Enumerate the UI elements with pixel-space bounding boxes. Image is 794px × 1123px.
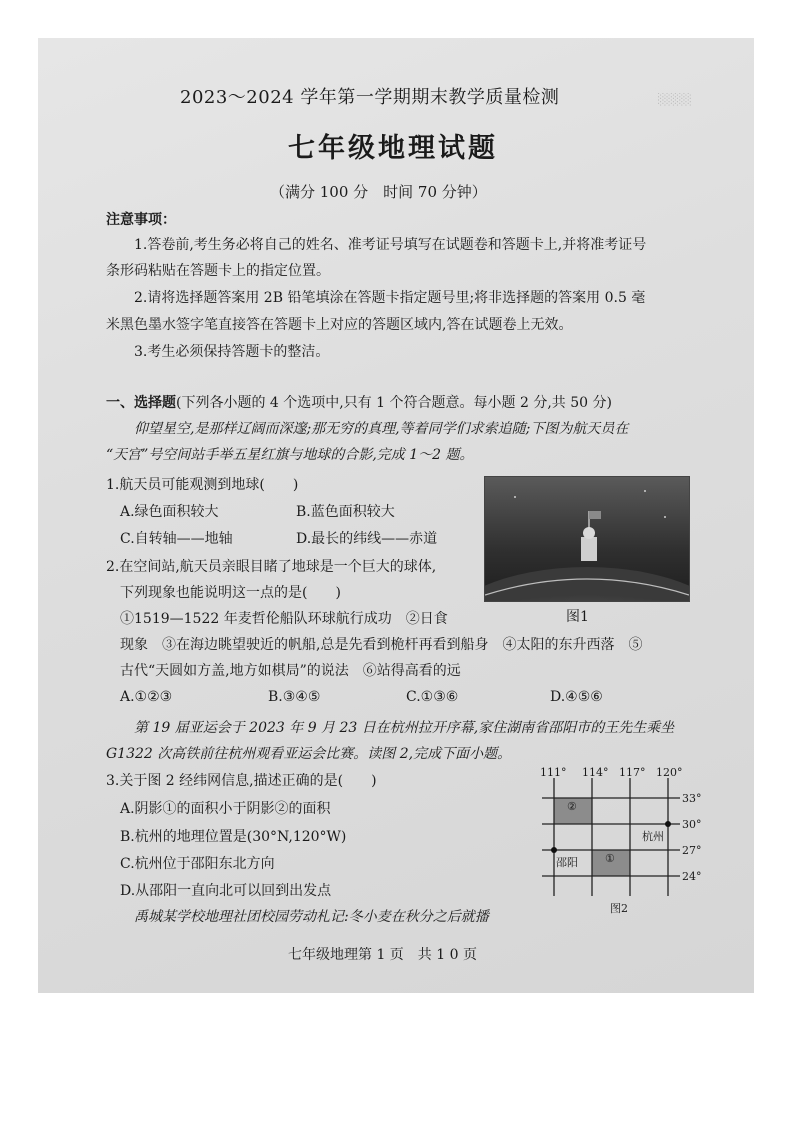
- notice-line-5: 3.考生必须保持答题卡的整洁。: [134, 344, 330, 360]
- section1-heading: [106, 392, 612, 412]
- q3-option-a: A.阴影①的面积小于阴影②的面积: [120, 801, 331, 817]
- shade-label-2: ②: [567, 800, 577, 813]
- q3-option-b: B.杭州的地理位置是(30°N,120°W): [120, 829, 347, 845]
- q2-option-d: D.④⑤⑥: [550, 689, 603, 705]
- figure2-graticule-map: [538, 766, 718, 926]
- section1-desc: (下列各小题的 4 个选项中,只有 1 个符合题意。每小题 2 分,共 50 分): [176, 395, 612, 411]
- exam-subtitle: 2023～2024 学年第一学期期末教学质量检测: [180, 87, 560, 108]
- q2-option-c: C.①③⑥: [406, 689, 459, 705]
- q1-option-a: A.绿色面积较大: [120, 504, 219, 520]
- q1-option-d: D.最长的纬线——赤道: [296, 531, 438, 547]
- passage1-line-1: 仰望星空,是那样辽阔而深邃;那无穷的真理,等着同学们求索追随;下图为航天员在: [134, 421, 629, 437]
- city-label-hangzhou: 杭州: [642, 830, 664, 843]
- q1-option-b: B.蓝色面积较大: [296, 504, 395, 520]
- lat-label-30: 30°: [682, 818, 702, 831]
- lon-label-120: 120°: [656, 766, 683, 779]
- q3-stem: 3.关于图 2 经纬网信息,描述正确的是( ): [106, 773, 377, 789]
- q2-phenomena-line-2: 现象 ③在海边眺望驶近的帆船,总是先看到桅杆再看到船身 ④太阳的东升西落 ⑤: [120, 637, 643, 653]
- q3-option-d: D.从邵阳一直向北可以回到出发点: [120, 883, 332, 899]
- earth-astronaut-illustration: [485, 477, 689, 601]
- figure2-caption: 图2: [610, 902, 628, 915]
- lat-label-27: 27°: [682, 844, 702, 857]
- notice-line-4: 米黑色墨水签字笔直接答在答题卡上对应的答题区域内,答在试题卷上无效。: [106, 317, 573, 333]
- lon-label-117: 117°: [619, 766, 646, 779]
- figure1-astronaut-photo: [484, 476, 690, 602]
- notice-line-2: 条形码粘贴在答题卡上的指定位置。: [106, 263, 330, 279]
- q3-option-c: C.杭州位于邵阳东北方向: [120, 856, 275, 872]
- passage3-line: 禹城某学校地理社团校园劳动札记:冬小麦在秋分之后就播: [134, 909, 489, 925]
- q1-stem: 1.航天员可能观测到地球( ): [106, 477, 299, 493]
- q2-option-b: B.③④⑤: [268, 689, 321, 705]
- q2-stem-line-2: 下列现象也能说明这一点的是( ): [120, 585, 341, 601]
- page-footer: 七年级地理第 1 页 共 1 0 页: [288, 947, 477, 963]
- notice-line-3: 2.请将选择题答案用 2B 铅笔填涂在答题卡指定题号里;将非选择题的答案用 0.5 毫: [134, 290, 646, 306]
- exam-title: 七年级地理试题: [288, 133, 498, 164]
- lon-label-111: 111°: [540, 766, 567, 779]
- show-through-marks: ░░░░: [658, 93, 692, 106]
- q2-option-a: A.①②③: [120, 689, 173, 705]
- passage2-line-1: 第 19 届亚运会于 2023 年 9 月 23 日在杭州拉开序幕,家住湖南省邵阳市的王先生乘坐: [134, 720, 675, 736]
- q1-option-c: C.自转轴——地轴: [120, 531, 233, 547]
- scanned-page-photo: [38, 38, 754, 993]
- figure1-caption: 图1: [566, 609, 589, 625]
- city-label-shaoyang: 邵阳: [556, 856, 578, 869]
- lon-label-114: 114°: [582, 766, 609, 779]
- lat-label-24: 24°: [682, 870, 702, 883]
- exam-page: [38, 38, 754, 993]
- q2-phenomena-line-1: ①1519—1522 年麦哲伦船队环球航行成功 ②日食: [120, 611, 448, 627]
- lat-label-33: 33°: [682, 792, 702, 805]
- section1-title: 一、选择题: [106, 395, 176, 411]
- notice-line-1: 1.答卷前,考生务必将自己的姓名、准考证号填写在试题卷和答题卡上,并将准考证号: [134, 237, 647, 253]
- notice-heading: 注意事项：: [106, 212, 176, 228]
- shade-label-1: ①: [605, 852, 615, 865]
- passage2-line-2: G1322 次高铁前往杭州观看亚运会比赛。读图 2,完成下面小题。: [106, 746, 512, 762]
- exam-meta: （满分 100 分 时间 70 分钟）: [270, 183, 487, 201]
- passage1-line-2: “天宫”号空间站手举五星红旗与地球的合影,完成 1～2 题。: [106, 447, 474, 463]
- q2-stem-line-1: 2.在空间站,航天员亲眼目睹了地球是一个巨大的球体,: [106, 559, 437, 575]
- q2-phenomena-line-3: 古代“天圆如方盖,地方如棋局”的说法 ⑥站得高看的远: [120, 663, 461, 679]
